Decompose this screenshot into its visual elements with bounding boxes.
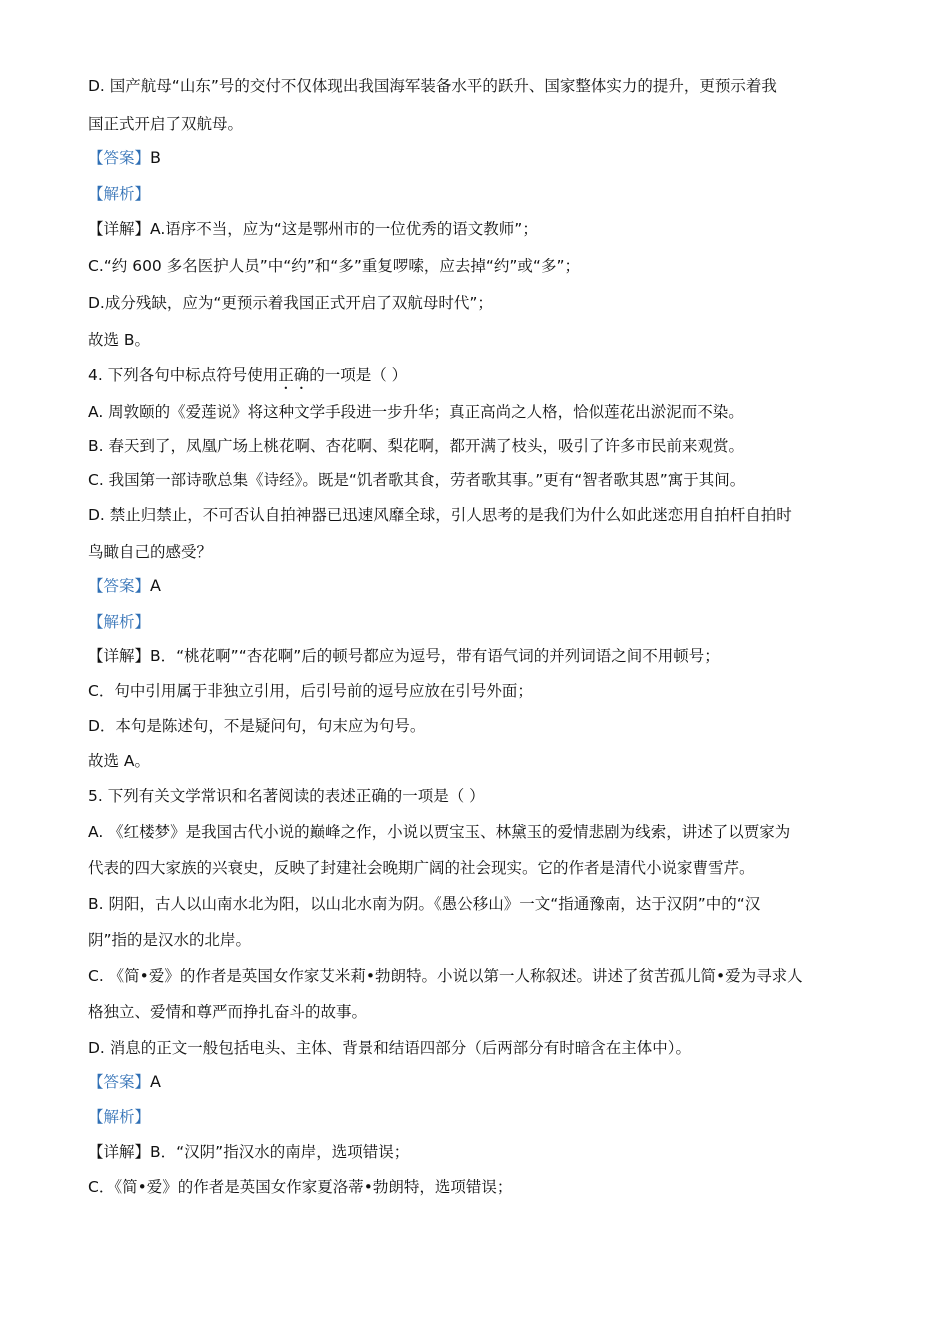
- q3-answer: [88, 148, 161, 168]
- detail-tag: 【详解】: [88, 220, 151, 238]
- answer-tag: 【答案】: [88, 1073, 151, 1091]
- q4-analysis-tag: 【解析】: [88, 613, 151, 631]
- q5-option-a-line2: 代表的四大家族的兴衰史，反映了封建社会晚期广阔的社会现实。它的作者是清代小说家曹雪芹。: [88, 859, 755, 877]
- stem-text: 4. 下列各句中标点符号使用: [88, 366, 279, 384]
- answer-value: A: [150, 1072, 161, 1091]
- q4-option-a: A. 周敦颐的《爱莲说》将这种文学手段进一步升华；真正高尚之人格，恰似莲花出淤泥而不染。: [88, 403, 744, 421]
- q4-option-c: C. 我国第一部诗歌总集《诗经》。既是“饥者歌其食，劳者歌其事。”更有“智者歌其恩”寓于其间。: [88, 471, 746, 489]
- q4-conclusion: 故选 A。: [88, 752, 151, 770]
- q5-option-b-line2: 阴”指的是汉水的北岸。: [88, 931, 252, 949]
- q3-analysis-tag: 【解析】: [88, 185, 151, 203]
- q5-option-a-line1: A. 《红楼梦》是我国古代小说的巅峰之作，小说以贾宝玉、林黛玉的爱情悲剧为线索，讲述了以贾家为: [88, 823, 791, 841]
- q4-stem: [88, 365, 407, 393]
- answer-value: B: [150, 148, 161, 167]
- q4-option-d-line2: 鸟瞰自己的感受？: [88, 543, 213, 561]
- q4-answer: [88, 576, 161, 596]
- detail-text: A.语序不当，应为“这是鄂州市的一位优秀的语文教师”；: [150, 220, 538, 238]
- answer-tag: 【答案】: [88, 577, 151, 595]
- q5-option-c-line1: C. 《简•爱》的作者是英国女作家艾米莉•勃朗特。小说以第一人称叙述。讲述了贫苦孤儿简•爱为寻求人: [88, 967, 803, 985]
- q4-option-b: B. 春天到了，凤凰广场上桃花啊、杏花啊、梨花啊，都开满了枝头，吸引了许多市民前来观赏。: [88, 437, 744, 455]
- q5-analysis-tag: 【解析】: [88, 1108, 151, 1126]
- stem-text-end: 的一项是（ ）: [309, 366, 408, 384]
- answer-value: A: [150, 576, 161, 595]
- q4-detail-c: C．句中引用属于非独立引用，后引号前的逗号应放在引号外面；: [88, 682, 533, 700]
- detail-tag: 【详解】: [88, 647, 151, 665]
- q4-option-d-line1: D. 禁止归禁止，不可否认自拍神器已迅速风靡全球，引人思考的是我们为什么如此迷恋用自拍杆自拍时: [88, 506, 792, 524]
- stem-emphasis: 正确: [278, 366, 310, 384]
- detail-text: B．“桃花啊”“杏花啊”后的顿号都应为逗号，带有语气词的并列词语之间不用顿号；: [150, 647, 720, 665]
- q3-option-d-line2: 国正式开启了双航母。: [88, 115, 244, 133]
- q3-option-d-line1: D. 国产航母“山东”号的交付不仅体现出我国海军装备水平的跃升、国家整体实力的提升，更预示着我: [88, 77, 777, 95]
- detail-text: B．“汉阴”指汉水的南岸，选项错误；: [150, 1143, 410, 1161]
- q5-option-d: D. 消息的正文一般包括电头、主体、背景和结语四部分（后两部分有时暗含在主体中）。: [88, 1039, 692, 1057]
- q5-answer: [88, 1072, 161, 1092]
- detail-tag: 【详解】: [88, 1143, 151, 1161]
- q5-option-c-line2: 格独立、爱情和尊严而挣扎奋斗的故事。: [88, 1003, 368, 1021]
- q3-conclusion: 故选 B。: [88, 331, 151, 349]
- q4-detail-b: [88, 646, 720, 666]
- q5-detail-c: C．《简•爱》的作者是英国女作家夏洛蒂•勃朗特，选项错误；: [88, 1178, 513, 1196]
- q3-detail-d: D.成分残缺，应为“更预示着我国正式开启了双航母时代”；: [88, 294, 493, 312]
- answer-tag: 【答案】: [88, 149, 151, 167]
- q5-stem: 5. 下列有关文学常识和名著阅读的表述正确的一项是（ ）: [88, 787, 485, 805]
- q3-detail-a: [88, 219, 538, 239]
- q4-detail-d: D．本句是陈述句，不是疑问句，句末应为句号。: [88, 717, 426, 735]
- q5-detail-b: [88, 1142, 409, 1162]
- q3-detail-c: C.“约 600 多名医护人员”中“约”和“多”重复啰嗦，应去掉“约”或“多”；: [88, 257, 580, 275]
- q5-option-b-line1: B. 阴阳，古人以山南水北为阳，以山北水南为阴。《愚公移山》一文“指通豫南，达于汉阴”中的“汉: [88, 895, 761, 913]
